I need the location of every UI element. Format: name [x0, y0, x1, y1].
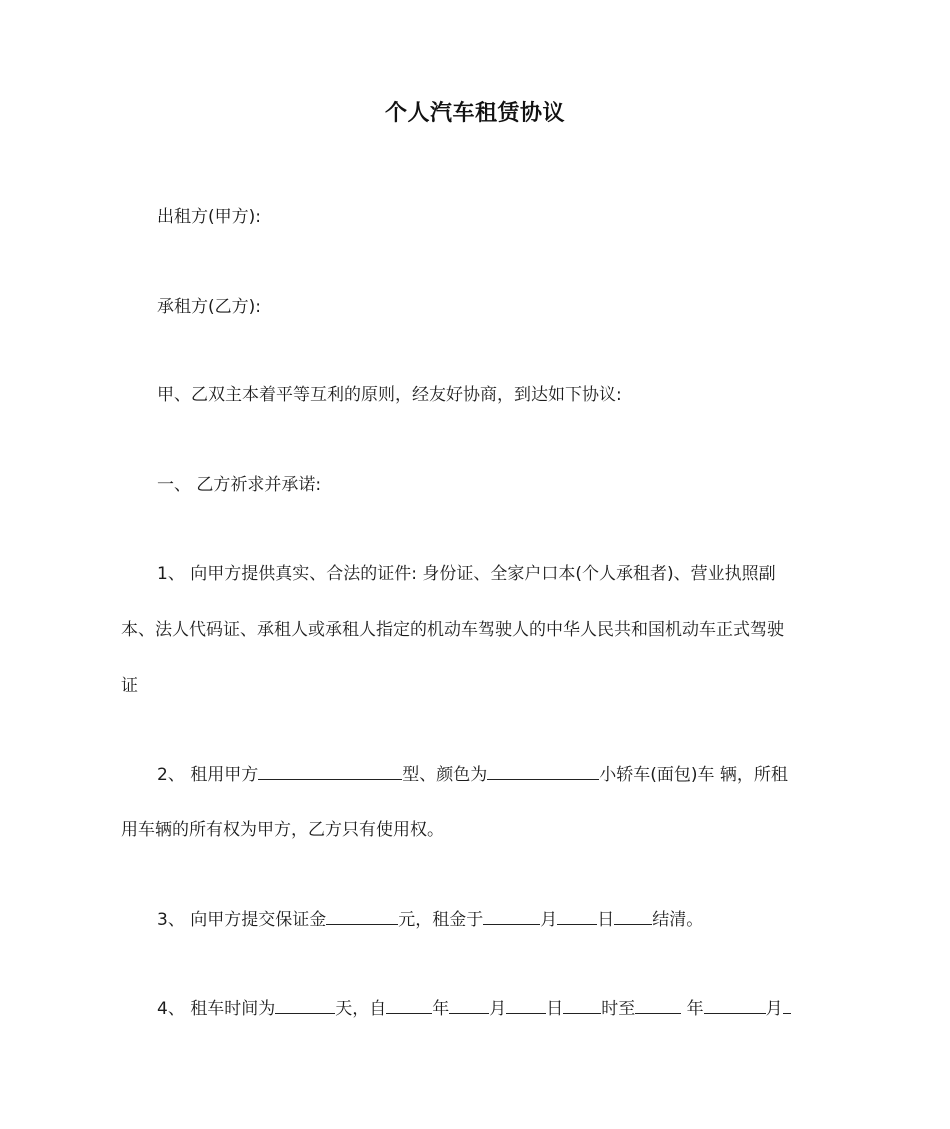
item3-t4: 结清。	[652, 910, 704, 930]
rent-month-blank	[483, 907, 540, 925]
item4-t2: 年	[432, 999, 450, 1019]
item1-line3: 证	[121, 676, 138, 696]
end-month-blank	[704, 996, 766, 1014]
item2-line1	[157, 762, 788, 787]
start-day-blank	[506, 996, 546, 1014]
rental-days-blank	[275, 996, 335, 1014]
item4-t7: 月	[765, 999, 783, 1019]
section1-heading: 一、 乙方祈求并承诺:	[157, 475, 322, 495]
item4-t4: 日	[546, 999, 564, 1019]
deposit-blank	[326, 907, 398, 925]
lessee-label: 承租方(乙方):	[157, 297, 261, 317]
item2-mid2: 小轿车(面包)车 辆，所租	[599, 765, 788, 785]
rent-extra-blank	[614, 907, 652, 925]
item2-prefix: 2、 租用甲方	[157, 765, 259, 785]
item4-t5: 时至	[601, 999, 636, 1019]
rent-day-blank	[557, 907, 597, 925]
item3-t2: 月	[540, 910, 558, 930]
item4-t3: 月	[489, 999, 507, 1019]
item1-line2: 本、法人代码证、承租人或承租人指定的机动车驾驶人的中华人民共和国机动车正式驾驶	[121, 620, 784, 640]
lessor-label: 出租方(甲方):	[157, 207, 261, 227]
item3-t3: 日	[597, 910, 615, 930]
end-day-blank	[783, 996, 791, 1014]
item2-line2: 用车辆的所有权为甲方，乙方只有使用权。	[121, 820, 444, 840]
start-year-blank	[386, 996, 432, 1014]
item2-mid1: 型、颜色为	[402, 765, 488, 785]
car-color-blank	[487, 762, 599, 780]
item3-line	[157, 907, 703, 932]
start-hour-blank	[563, 996, 601, 1014]
document-title: 个人汽车租赁协议	[384, 101, 565, 126]
start-month-blank	[449, 996, 489, 1014]
item1-line1: 1、 向甲方提供真实、合法的证件: 身份证、全家户口本(个人承租者)、营业执照副	[157, 564, 776, 584]
item3-t1: 元，租金于	[398, 910, 484, 930]
end-year-blank	[635, 996, 681, 1014]
car-model-blank	[258, 762, 402, 780]
item4-prefix: 4、 租车时间为	[157, 999, 276, 1019]
item4-t1: 天，自	[335, 999, 387, 1019]
item3-prefix: 3、 向甲方提交保证金	[157, 910, 327, 930]
preamble: 甲、乙双主本着平等互利的原则，经友好协商，到达如下协议:	[157, 385, 622, 405]
item4-line	[157, 996, 791, 1021]
item4-t6: 年	[681, 999, 704, 1019]
